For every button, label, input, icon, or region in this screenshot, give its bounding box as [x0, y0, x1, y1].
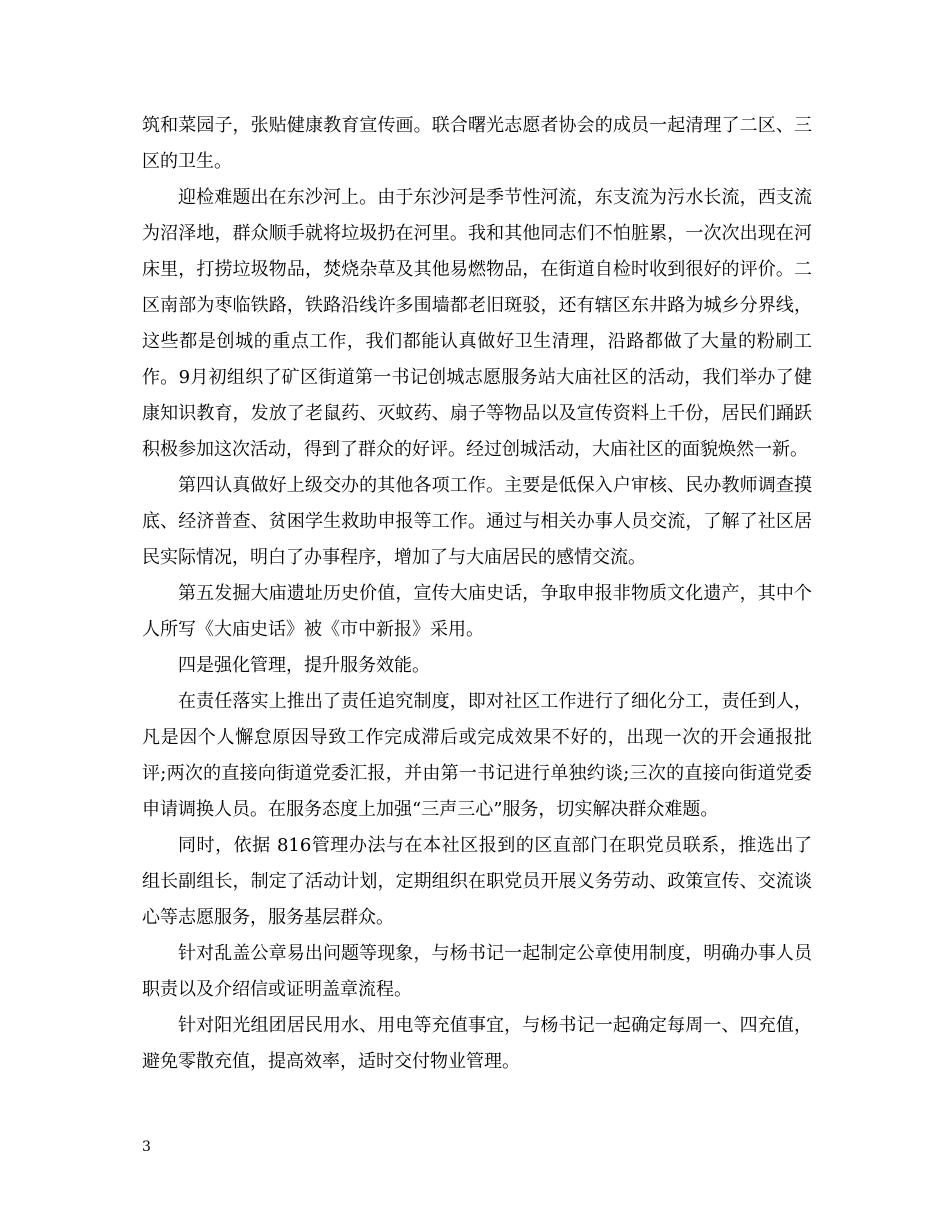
page-number: 3 [142, 1139, 151, 1155]
paragraph-party-members: 同时，依据 816管理办法与在本社区报到的区直部门在职党员联系，推选出了组长副组长，制定了活动计划，定期组织在职党员开展义务劳动、政策宣传、交流谈心等志愿服务，服务基层群众。 [142, 835, 812, 928]
paragraph-fifth-task: 第五发掘大庙遗址历史价值，宣传大庙史话，争取申报非物质文化遗产，其中个人所写《大庙史话》被《市中新报》采用。 [142, 583, 812, 640]
section-heading-management: 四是强化管理，提升服务效能。 [178, 655, 430, 676]
paragraph-utility-recharge: 针对阳光组团居民用水、用电等充值事宜，与杨书记一起确定每周一、四充值，避免零散充值，提高效率，适时交付物业管理。 [142, 1015, 812, 1072]
paragraph-dongsha-river: 迎检难题出在东沙河上。由于东沙河是季节性河流，东支流为污水长流，西支流为沼泽地，群众顺手就将垃圾扔在河里。我和其他同志们不怕脏累，一次次出现在河床里，打捞垃圾物品，焚烧杂草及其他易燃物品，在街道自检时收到很好的评价。二区南部为枣临铁路，铁路沿线许多围墙都老旧斑驳，还有辖区东井路为城乡分界线，这些都是创城的重点工作，我们都能认真做好卫生清理，沿路都做了大量的粉刷工作。9月初组织了矿区街道第一书记创城志愿服务站大庙社区的活动，我们举办了健康知识教育，发放了老鼠药、灭蚊药、扇子等物品以及宣传资料上千份，居民们踊跃积极参加这次活动，得到了群众的好评。经过创城活动，大庙社区的面貌焕然一新。 [142, 187, 812, 460]
paragraph-responsibility: 在责任落实上推出了责任追究制度，即对社区工作进行了细化分工，责任到人，凡是因个人懈怠原因导致工作完成滞后或完成效果不好的，出现一次的开会通报批评;两次的直接向街道党委汇报，并由第一书记进行单独约谈;三次的直接向街道党委申请调换人员。在服务态度上加强“三声三心”服务，切实解决群众难题。 [142, 691, 813, 820]
document-body [142, 108, 812, 1080]
paragraph-official-seal: 针对乱盖公章易出问题等现象，与杨书记一起制定公章使用制度，明确办事人员职责以及介绍信或证明盖章流程。 [142, 943, 812, 1000]
paragraph-fourth-task: 第四认真做好上级交办的其他各项工作。主要是低保入户审核、民办教师调查摸底、经济普查、贫困学生救助申报等工作。通过与相关办事人员交流，了解了社区居民实际情况，明白了办事程序，增加了与大庙居民的感情交流。 [142, 475, 812, 568]
paragraph-continuation: 筑和菜园子，张贴健康教育宣传画。联合曙光志愿者协会的成员一起清理了二区、三区的卫生。 [142, 115, 812, 172]
